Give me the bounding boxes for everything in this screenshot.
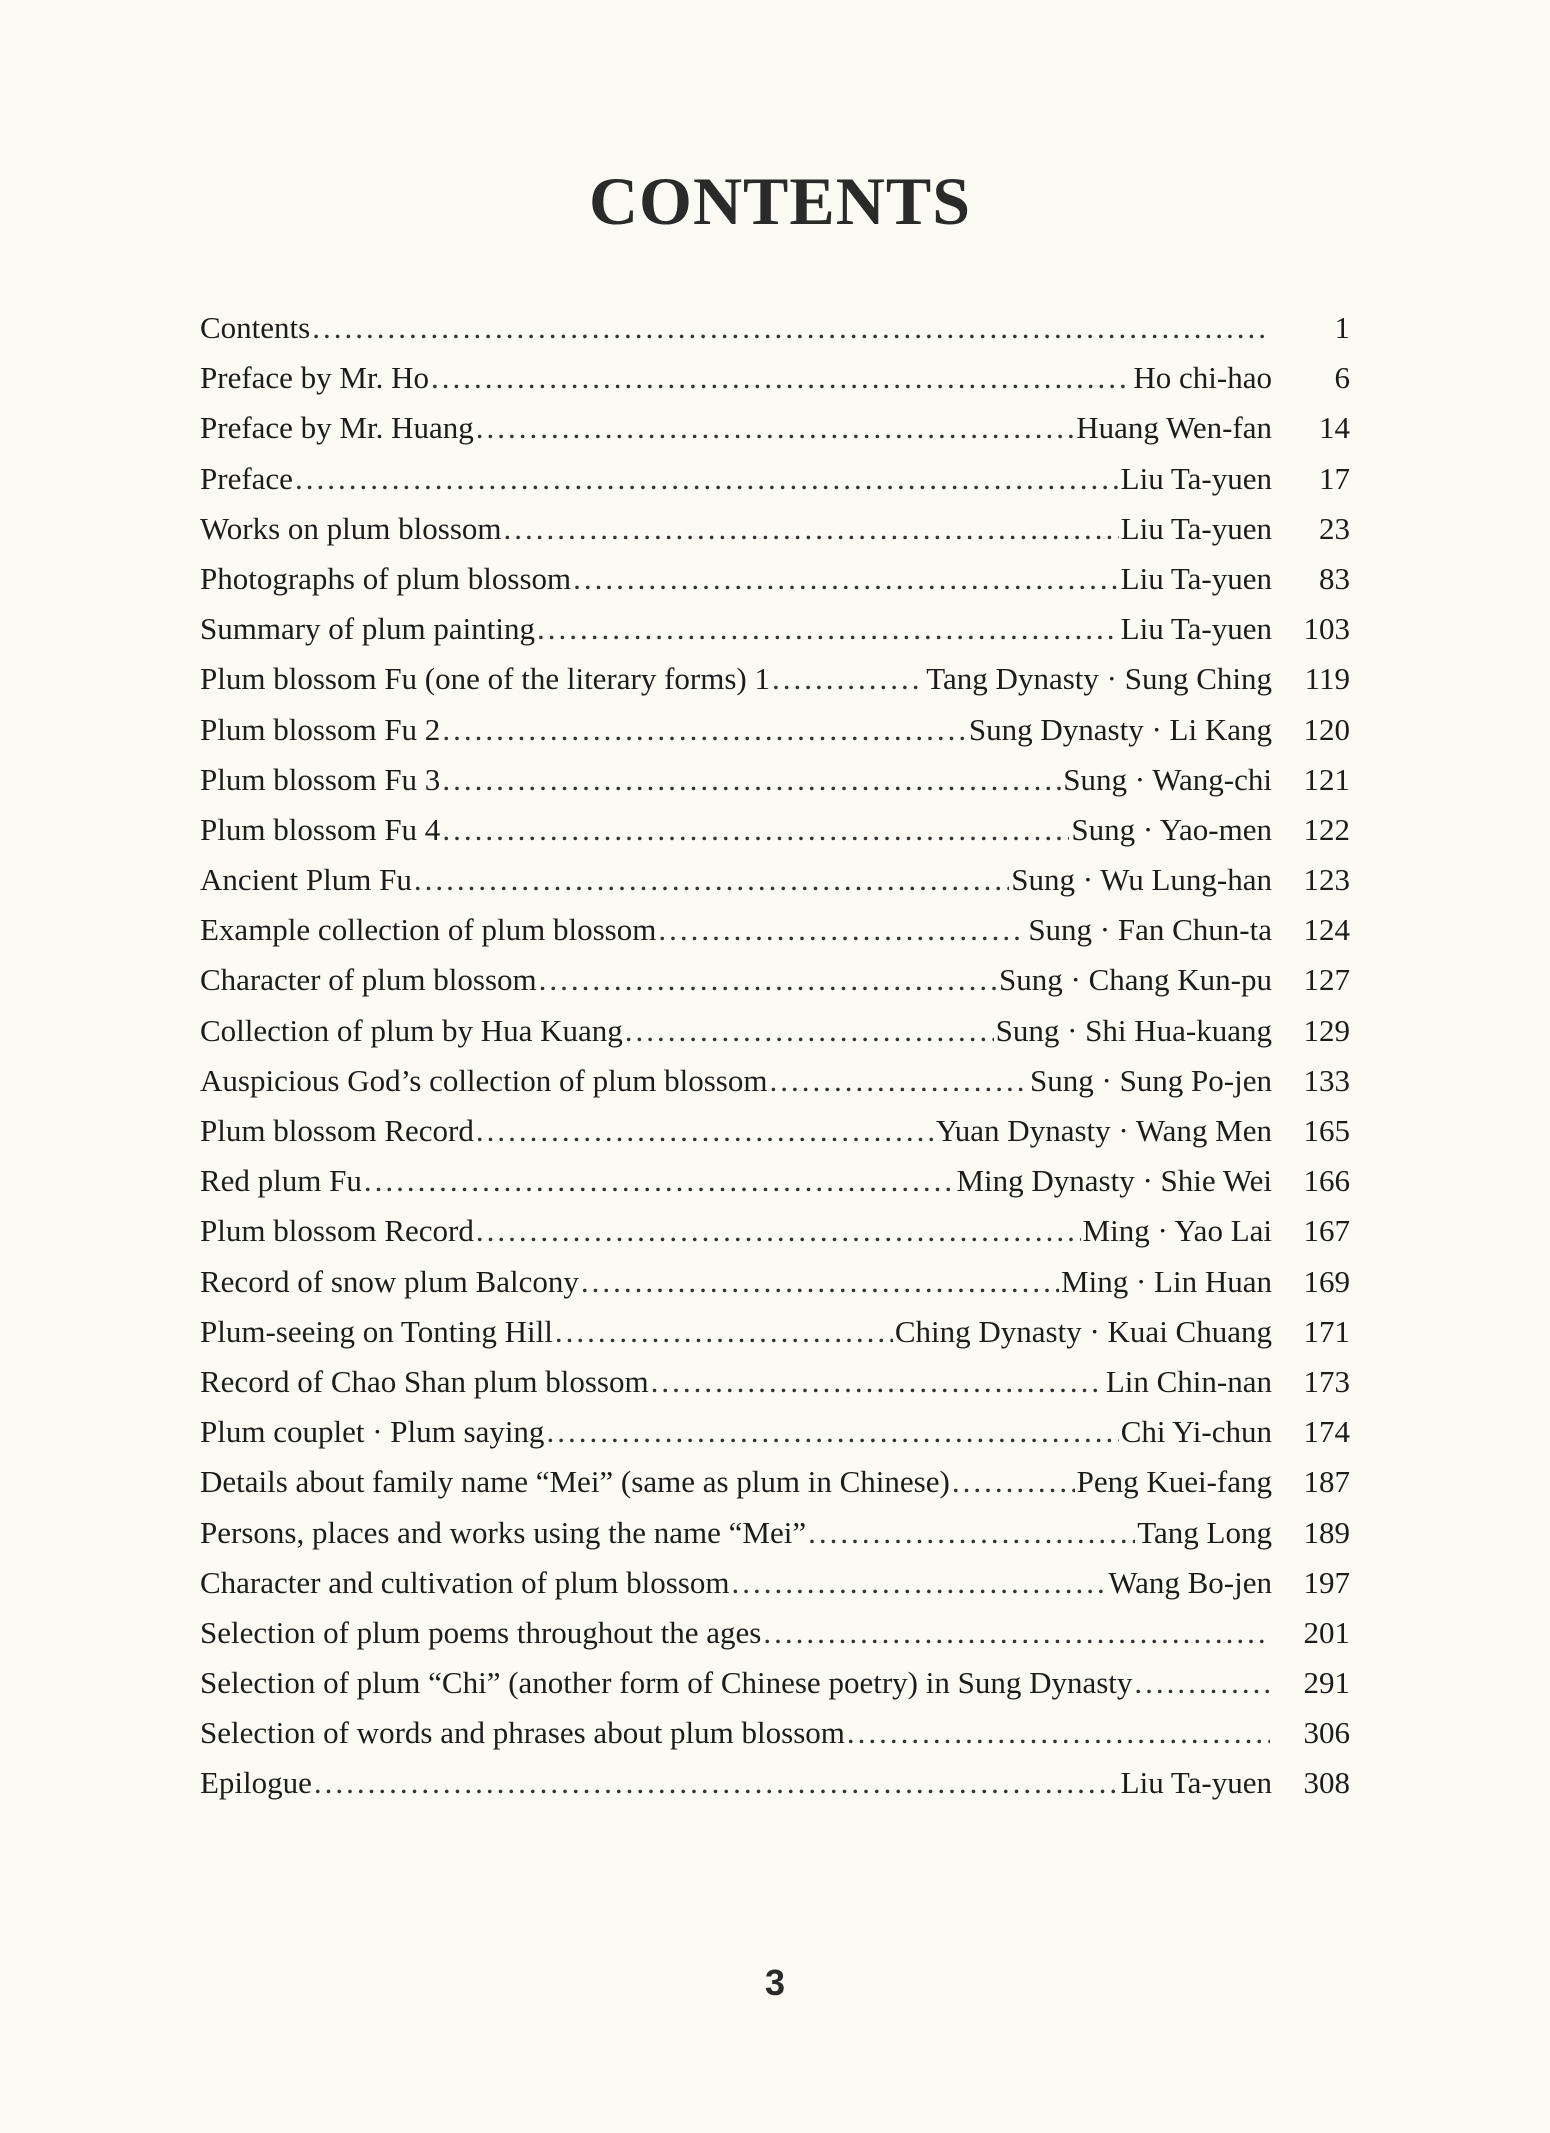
toc-entry bbox=[200, 805, 1350, 855]
toc-entry-author: Huang Wen-fan bbox=[1076, 410, 1272, 446]
toc-entry-author: Sung · Fan Chun-ta bbox=[1028, 912, 1272, 948]
toc-entry-author: Liu Ta-yuen bbox=[1120, 510, 1272, 546]
toc-entry-page: 129 bbox=[1303, 1012, 1350, 1048]
toc-dot-leader bbox=[442, 805, 1069, 855]
toc-entry-author: Sung Dynasty · Li Kang bbox=[968, 711, 1272, 747]
toc-entry bbox=[200, 1206, 1350, 1256]
toc-dot-leader bbox=[769, 1056, 1028, 1106]
toc-entry-title: Photographs of plum blossom bbox=[200, 560, 572, 596]
toc-entry-author: Sung · Chang Kun-pu bbox=[999, 962, 1272, 998]
toc-entry bbox=[200, 654, 1350, 704]
toc-dot-leader bbox=[476, 403, 1074, 453]
toc-entry bbox=[200, 855, 1350, 905]
toc-entry-title: Preface bbox=[200, 460, 293, 496]
toc-entry-author: Ho chi-hao bbox=[1133, 360, 1272, 396]
toc-entry bbox=[200, 454, 1350, 504]
toc-entry-page: 1 bbox=[1334, 310, 1350, 345]
toc-entry bbox=[200, 353, 1350, 403]
toc-entry-title: Plum blossom Fu 4 bbox=[200, 811, 441, 847]
toc-entry bbox=[200, 955, 1350, 1005]
toc-entry-author: Sung · Shi Hua-kuang bbox=[995, 1012, 1272, 1048]
toc-entry-title: Selection of words and phrases about plum blossom bbox=[200, 1715, 845, 1751]
toc-entry-page: 14 bbox=[1319, 410, 1350, 446]
toc-entry-page: 6 bbox=[1334, 360, 1350, 396]
toc-entry bbox=[200, 1457, 1350, 1507]
toc-entry-page: 103 bbox=[1303, 611, 1350, 647]
toc-entry bbox=[200, 755, 1350, 805]
toc-entry bbox=[200, 1558, 1350, 1608]
toc-entry-title: Plum couplet · Plum saying bbox=[200, 1414, 545, 1450]
toc-entry-author: Ching Dynasty · Kuai Chuang bbox=[894, 1313, 1272, 1349]
toc-entry-page: 174 bbox=[1303, 1414, 1350, 1450]
toc-entry-title: Collection of plum by Hua Kuang bbox=[200, 1012, 623, 1048]
toc-dot-leader bbox=[442, 755, 1061, 805]
toc-entry-author: Wang Bo-jen bbox=[1108, 1564, 1272, 1600]
toc-dot-leader bbox=[772, 654, 924, 704]
toc-entry-title: Works on plum blossom bbox=[200, 510, 502, 546]
toc-dot-leader bbox=[658, 905, 1026, 955]
toc-entry-title: Persons, places and works using the name “Mei” bbox=[200, 1514, 807, 1550]
toc-dot-leader bbox=[539, 955, 997, 1005]
toc-entry-title: Red plum Fu bbox=[200, 1163, 362, 1199]
toc-entry-page: 173 bbox=[1303, 1363, 1350, 1399]
toc-entry bbox=[200, 1658, 1350, 1708]
toc-entry-page: 169 bbox=[1303, 1263, 1350, 1299]
toc-entry-page: 166 bbox=[1303, 1163, 1350, 1199]
toc-entry-page: 127 bbox=[1303, 962, 1350, 998]
toc-entry-page: 133 bbox=[1303, 1062, 1350, 1098]
toc-entry-title: Epilogue bbox=[200, 1765, 312, 1801]
toc-entry-author: Lin Chin-nan bbox=[1105, 1363, 1272, 1399]
toc-entry-author: Liu Ta-yuen bbox=[1120, 1765, 1272, 1801]
toc-entry-title: Summary of plum painting bbox=[200, 611, 535, 647]
toc-entry-title: Auspicious God’s collection of plum blossom bbox=[200, 1062, 768, 1098]
toc-dot-leader bbox=[537, 604, 1119, 654]
toc-entry-page: 17 bbox=[1319, 460, 1350, 496]
toc-entry bbox=[200, 1758, 1350, 1808]
toc-entry-author: Peng Kuei-fang bbox=[1076, 1464, 1272, 1500]
toc-entry-title: Selection of plum “Chi” (another form of Chinese poetry) in Sung Dynasty bbox=[200, 1665, 1133, 1701]
toc-dot-leader bbox=[476, 1206, 1081, 1256]
toc-entry-title: Details about family name “Mei” (same as plum in Chinese) bbox=[200, 1464, 950, 1500]
table-of-contents bbox=[200, 303, 1350, 1809]
toc-dot-leader bbox=[414, 855, 1009, 905]
toc-entry-author: Tang Long bbox=[1137, 1514, 1272, 1550]
toc-entry-page: 122 bbox=[1303, 811, 1350, 847]
toc-dot-leader bbox=[314, 1758, 1119, 1808]
toc-entry bbox=[200, 1156, 1350, 1206]
toc-dot-leader bbox=[731, 1558, 1106, 1608]
page-title: CONTENTS bbox=[588, 163, 972, 239]
toc-dot-leader bbox=[847, 1708, 1270, 1758]
toc-entry-author: Ming Dynasty · Shie Wei bbox=[956, 1163, 1272, 1199]
toc-entry-title: Character and cultivation of plum blossom bbox=[200, 1564, 730, 1600]
toc-entry-page: 124 bbox=[1303, 912, 1350, 948]
toc-entry bbox=[200, 1006, 1350, 1056]
toc-dot-leader bbox=[295, 454, 1119, 504]
toc-entry-title: Preface by Mr. Huang bbox=[200, 410, 474, 446]
toc-dot-leader bbox=[546, 1407, 1118, 1457]
toc-entry bbox=[200, 1257, 1350, 1307]
toc-dot-leader bbox=[651, 1357, 1104, 1407]
toc-entry-title: Character of plum blossom bbox=[200, 962, 537, 998]
toc-dot-leader bbox=[573, 554, 1118, 604]
toc-entry bbox=[200, 1056, 1350, 1106]
toc-entry-title: Plum-seeing on Tonting Hill bbox=[200, 1313, 553, 1349]
toc-dot-leader bbox=[625, 1006, 994, 1056]
toc-dot-leader bbox=[581, 1257, 1059, 1307]
toc-entry-author: Liu Ta-yuen bbox=[1120, 460, 1272, 496]
toc-entry-page: 165 bbox=[1303, 1113, 1350, 1148]
toc-entry-author: Liu Ta-yuen bbox=[1120, 611, 1272, 647]
toc-entry-title: Example collection of plum blossom bbox=[200, 912, 657, 948]
toc-entry-author: Chi Yi-chun bbox=[1120, 1414, 1272, 1450]
toc-entry-page: 187 bbox=[1303, 1464, 1350, 1500]
toc-entry-page: 120 bbox=[1303, 711, 1350, 747]
toc-entry bbox=[200, 303, 1350, 353]
toc-entry-page: 83 bbox=[1319, 560, 1350, 596]
toc-entry-page: 308 bbox=[1303, 1765, 1350, 1801]
toc-entry bbox=[200, 1407, 1350, 1457]
toc-entry-page: 123 bbox=[1303, 862, 1350, 898]
toc-entry-title: Plum blossom Fu 3 bbox=[200, 761, 441, 797]
toc-entry-page: 23 bbox=[1319, 510, 1350, 546]
toc-entry-title: Record of Chao Shan plum blossom bbox=[200, 1363, 649, 1399]
toc-entry-title: Plum blossom Fu (one of the literary forms) 1 bbox=[200, 661, 770, 697]
toc-entry bbox=[200, 705, 1350, 755]
toc-entry-author: Sung · Wu Lung-han bbox=[1011, 862, 1272, 898]
toc-dot-leader bbox=[808, 1508, 1135, 1558]
toc-entry bbox=[200, 554, 1350, 604]
toc-entry-page: 171 bbox=[1303, 1313, 1350, 1349]
toc-entry bbox=[200, 905, 1350, 955]
toc-entry-author: Sung · Yao-men bbox=[1071, 811, 1272, 847]
toc-entry-page: 201 bbox=[1303, 1614, 1350, 1650]
toc-entry-title: Selection of plum poems throughout the ages bbox=[200, 1614, 762, 1650]
toc-entry-page: 291 bbox=[1303, 1665, 1350, 1701]
toc-entry-page: 306 bbox=[1303, 1715, 1350, 1751]
toc-entry-title: Plum blossom Fu 2 bbox=[200, 711, 441, 747]
toc-entry bbox=[200, 1608, 1350, 1658]
toc-dot-leader bbox=[504, 504, 1119, 554]
toc-entry bbox=[200, 504, 1350, 554]
toc-entry bbox=[200, 1307, 1350, 1357]
toc-entry-title: Record of snow plum Balcony bbox=[200, 1263, 579, 1299]
toc-dot-leader bbox=[431, 353, 1131, 403]
toc-entry-page: 197 bbox=[1303, 1564, 1350, 1600]
toc-dot-leader bbox=[364, 1156, 955, 1206]
toc-entry-title: Ancient Plum Fu bbox=[200, 862, 412, 898]
toc-entry-author: Sung · Sung Po-jen bbox=[1030, 1062, 1272, 1098]
toc-entry-author: Sung · Wang-chi bbox=[1063, 761, 1272, 797]
toc-entry bbox=[200, 1708, 1350, 1758]
toc-entry bbox=[200, 1357, 1350, 1407]
toc-entry bbox=[200, 1106, 1350, 1156]
toc-entry-title: Plum blossom Record bbox=[200, 1213, 474, 1249]
toc-entry-page: 189 bbox=[1303, 1514, 1350, 1550]
toc-entry-author: Ming · Lin Huan bbox=[1061, 1263, 1272, 1299]
toc-entry-author: Yuan Dynasty · Wang Men bbox=[935, 1113, 1272, 1148]
toc-dot-leader bbox=[952, 1457, 1075, 1507]
toc-dot-leader bbox=[555, 1307, 893, 1357]
toc-entry-page: 119 bbox=[1304, 661, 1350, 697]
toc-entry-title: Plum blossom Record bbox=[200, 1113, 474, 1148]
toc-dot-leader bbox=[312, 303, 1270, 353]
toc-entry bbox=[200, 1508, 1350, 1558]
toc-entry-title: Preface by Mr. Ho bbox=[200, 360, 429, 396]
toc-entry-author: Tang Dynasty · Sung Ching bbox=[926, 661, 1272, 697]
toc-entry-page: 121 bbox=[1303, 761, 1350, 797]
toc-entry-author: Ming · Yao Lai bbox=[1082, 1213, 1272, 1249]
toc-dot-leader bbox=[442, 705, 967, 755]
toc-entry-author: Liu Ta-yuen bbox=[1120, 560, 1272, 596]
toc-entry-page: 167 bbox=[1303, 1213, 1350, 1249]
toc-entry-title: Contents bbox=[200, 310, 311, 345]
toc-dot-leader bbox=[1134, 1658, 1270, 1708]
toc-dot-leader bbox=[476, 1106, 934, 1156]
page-number: 3 bbox=[764, 1962, 786, 2003]
toc-entry bbox=[200, 604, 1350, 654]
toc-dot-leader bbox=[763, 1608, 1270, 1658]
toc-entry bbox=[200, 403, 1350, 453]
